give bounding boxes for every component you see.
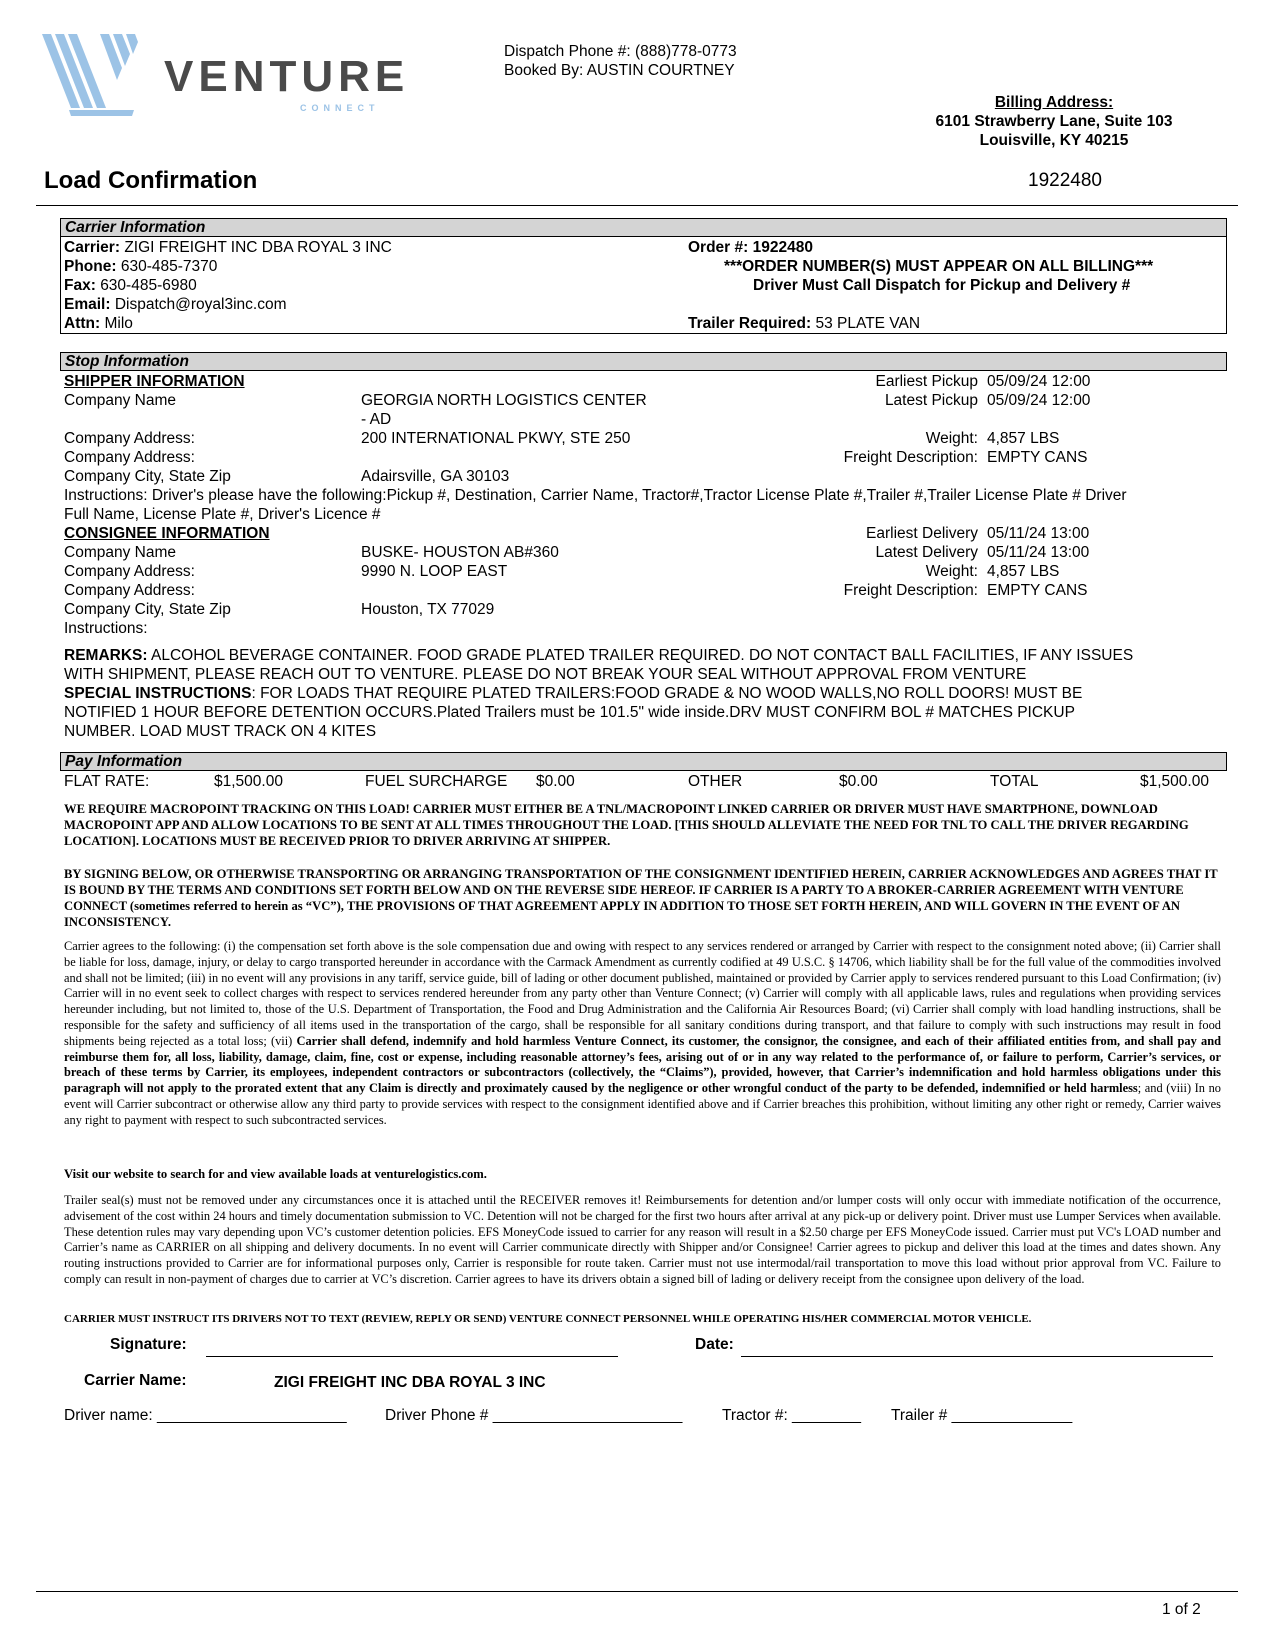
attn-row	[64, 314, 133, 333]
order-number: Order #: 1922480	[688, 239, 813, 256]
agreement-part-1: Carrier agrees to the following: (i) the compensation set forth above is the sole compensation due and owing with respect to any services rendered or arranged by Carrier with respect to the consignment noted above; (ii) Carrier shall be liable for loss, damage, injury, or delay to cargo transported hereunder in accordance with the Carmack Amendment as currently codified at 49 U.S.C. § 14706, which liability shall be for the full value of the commodities involved and shall not be limited; (iii) in no event will any provisions in any tariff, service guide, bill of lading or other document published, maintained or provided by Carrier apply to services rendered pursuant to this Load Confirmation; (iv) Carrier will in no event seek to collect charges with respect to services rendered hereunder from any party other than Venture Connect; (v) Carrier will comply with all applicable laws, rules and regulations when providing services hereunder including, but not limited to, those of the U.S. Department of Transportation, the Food and Drug Administration and the California Air Resources Board; (vi) Carrier shall comply with load handling instructions, shall be responsible for the safety and sufficiency of all items used in the transportation of the cargo, shall be responsible for all sanitary conditions during transport, and that failure to comply with such instructions may result in food shipments being rejected as a total loss; (vii)	[64, 939, 1221, 1048]
signature-label: Signature:	[110, 1336, 187, 1353]
shipper-weight-value: 4,857 LBS	[987, 430, 1060, 447]
shipper-earliest-value: 05/09/24 12:00	[987, 373, 1091, 390]
shipper-freight-label: Freight Description:	[843, 449, 978, 466]
shipper-company-name-2: - AD	[361, 411, 392, 428]
dispatch-notice: Driver Must Call Dispatch for Pickup and Delivery #	[753, 277, 1131, 294]
shipper-heading: SHIPPER INFORMATION	[64, 373, 245, 390]
consignee-weight-value: 4,857 LBS	[987, 563, 1060, 580]
billing-address	[900, 93, 1208, 150]
carrier-label: Carrier:	[64, 239, 120, 256]
shipper-address-label: Company Address:	[64, 430, 195, 447]
carrier-name-label: Carrier Name:	[84, 1372, 187, 1389]
consignee-address-label: Company Address:	[64, 563, 195, 580]
consignee-weight-label: Weight:	[925, 563, 978, 580]
attn-label: Attn:	[64, 315, 101, 332]
stop-section-bar	[60, 352, 1227, 371]
fax-label: Fax:	[64, 277, 96, 294]
consignee-company-name: BUSKE- HOUSTON AB#360	[361, 544, 559, 561]
pay-other-value: $0.00	[839, 773, 878, 790]
driver-name-field[interactable]: Driver name: ______________________	[64, 1407, 347, 1424]
consignee-latest-label: Latest Delivery	[875, 544, 978, 561]
special-line-2: NOTIFIED 1 HOUR BEFORE DETENTION OCCURS.Plated Trailers must be 101.5" wide inside.DRV MUST CONFIRM BOL # MATCHES PICKUP	[64, 704, 1075, 721]
dispatch-phone: Dispatch Phone #: (888)778-0773	[504, 43, 737, 60]
billing-label: Billing Address:	[994, 94, 1114, 111]
pay-total-label: TOTAL	[990, 773, 1039, 790]
shipper-company-label: Company Name	[64, 392, 176, 409]
special-label: SPECIAL INSTRUCTIONS	[64, 685, 252, 702]
pay-section-bar	[60, 752, 1227, 771]
shipper-freight-value: EMPTY CANS	[987, 449, 1088, 466]
pay-flat-rate-label: FLAT RATE:	[64, 773, 150, 790]
pay-other-label: OTHER	[688, 773, 743, 790]
macropoint-notice: WE REQUIRE MACROPOINT TRACKING ON THIS LOAD! CARRIER MUST EITHER BE A TNL/MACROPOINT LINKED CARRIER OR DRIVER MUST HAVE SMARTPHONE, DOWNLOAD MACROPOINT APP AND ALLOW LOCATIONS TO BE SENT AT ALL TIMES THROUGHOUT THE LOAD. [THIS SHOULD ALLEVIATE THE NEED FOR TNL TO CALL THE DRIVER REGARDING LOCATION]. LOCATIONS MUST BE RECEIVED PRIOR TO DRIVER ARRIVING AT SHIPPER.	[64, 802, 1189, 848]
shipper-latest-value: 05/09/24 12:00	[987, 392, 1091, 409]
special-line-1	[64, 684, 1082, 703]
no-text-notice: CARRIER MUST INSTRUCT ITS DRIVERS NOT TO TEXT (REVIEW, REPLY OR SEND) VENTURE CONNECT PERSONNEL WHILE OPERATING HIS/HER COMMERCIAL MOTOR VEHICLE.	[64, 1313, 1032, 1325]
shipper-address: 200 INTERNATIONAL PKWY, STE 250	[361, 430, 631, 447]
remarks-line-2: WITH SHIPMENT, PLEASE REACH OUT TO VENTURE. PLEASE DO NOT BREAK YOUR SEAL WITHOUT APPROVAL FROM VENTURE	[64, 666, 1027, 683]
carrier-agreement	[64, 939, 1221, 1129]
shipper-company-name: GEORGIA NORTH LOGISTICS CENTER	[361, 392, 647, 409]
consignee-freight-label: Freight Description:	[843, 582, 978, 599]
logo-text: VENTURE	[164, 52, 410, 101]
fax-row	[64, 276, 197, 295]
website-notice: Visit our website to search for and view available loads at venturelogistics.com.	[64, 1167, 487, 1181]
pay-fuel-value: $0.00	[536, 773, 575, 790]
carrier-name-value: ZIGI FREIGHT INC DBA ROYAL 3 INC	[274, 1374, 546, 1391]
carrier-section-title: Carrier Information	[61, 219, 1226, 237]
shipper-latest-label: Latest Pickup	[884, 392, 978, 409]
remarks-line-1	[64, 646, 1133, 665]
carrier-value: ZIGI FREIGHT INC DBA ROYAL 3 INC	[124, 239, 392, 256]
shipper-weight-label: Weight:	[925, 430, 978, 447]
email-label: Email:	[64, 296, 111, 313]
consignee-latest-value: 05/11/24 13:00	[987, 544, 1090, 561]
doc-number: 1922480	[1028, 170, 1102, 191]
pay-flat-rate-value: $1,500.00	[214, 773, 283, 790]
pay-total-value: $1,500.00	[1140, 773, 1209, 790]
agreement-part-2: ; and (viii) In no event will Carrier subcontract or otherwise allow any third party to provide services with respect to the consignment identified above and if Carrier breaches this prohibition, without limiting any other right or remedy, Carrier waives any right to payment with respect to such subcontracted services.	[64, 1081, 1221, 1127]
consignee-instructions: Instructions:	[64, 620, 148, 637]
header-divider	[36, 205, 1238, 206]
trailer-value: 53 PLATE VAN	[815, 315, 921, 332]
billing-line-1: 6101 Strawberry Lane, Suite 103	[935, 113, 1173, 130]
shipper-instructions-2: Full Name, License Plate #, Driver's Licence #	[64, 506, 381, 523]
trailer-field[interactable]: Trailer # ______________	[891, 1407, 1073, 1424]
shipper-address-label-2: Company Address:	[64, 449, 195, 466]
date-line[interactable]	[741, 1356, 1213, 1357]
consignee-freight-value: EMPTY CANS	[987, 582, 1088, 599]
remarks-text-1: ALCOHOL BEVERAGE CONTAINER. FOOD GRADE PLATED TRAILER REQUIRED. DO NOT CONTACT BALL FACILITIES, IF ANY ISSUES	[147, 647, 1134, 664]
logo	[42, 34, 410, 120]
carrier-row	[64, 238, 392, 257]
special-text-1: : FOR LOADS THAT REQUIRE PLATED TRAILERS:FOOD GRADE & NO WOOD WALLS,NO ROLL DOORS! MUST BE	[251, 685, 1083, 702]
phone-label: Phone:	[64, 258, 117, 275]
email-row	[64, 295, 287, 314]
consignee-address: 9990 N. LOOP EAST	[361, 563, 508, 580]
shipper-earliest-label: Earliest Pickup	[875, 373, 978, 390]
fax-value: 630-485-6980	[100, 277, 197, 294]
booked-by: Booked By: AUSTIN COURTNEY	[504, 62, 735, 79]
consignee-earliest-label: Earliest Delivery	[866, 525, 978, 542]
signature-line[interactable]	[206, 1356, 618, 1357]
driver-phone-field[interactable]: Driver Phone # ______________________	[385, 1407, 683, 1424]
email-value: Dispatch@royal3inc.com	[114, 296, 287, 313]
special-line-3: NUMBER. LOAD MUST TRACK ON 4 KITES	[64, 723, 377, 740]
page-title: Load Confirmation	[44, 167, 258, 194]
order-notice: ***ORDER NUMBER(S) MUST APPEAR ON ALL BILLING***	[724, 258, 1154, 275]
consignee-city: Houston, TX 77029	[361, 601, 495, 618]
consignee-earliest-value: 05/11/24 13:00	[987, 525, 1090, 542]
trailer-row	[688, 314, 920, 333]
venture-logo-mark-icon	[42, 34, 172, 116]
billing-line-2: Louisville, KY 40215	[979, 132, 1129, 149]
trailer-label: Trailer Required:	[688, 315, 812, 332]
pay-section-title: Pay Information	[61, 753, 1226, 770]
phone-row	[64, 257, 217, 276]
shipper-city: Adairsville, GA 30103	[361, 468, 510, 485]
shipper-instructions-1: Instructions: Driver's please have the following:Pickup #, Destination, Carrier Name, Tractor#,Tractor License Plate #,Trailer #,Trailer License Plate # Driver	[64, 487, 1127, 504]
consignee-company-label: Company Name	[64, 544, 176, 561]
page-number: 1 of 2	[1162, 1601, 1201, 1618]
date-label: Date:	[695, 1336, 734, 1353]
pay-fuel-label: FUEL SURCHARGE	[365, 773, 508, 790]
consignee-heading: CONSIGNEE INFORMATION	[64, 525, 270, 542]
consignee-city-label: Company City, State Zip	[64, 601, 231, 618]
footer-divider	[36, 1591, 1238, 1592]
remarks-label: REMARKS:	[64, 647, 148, 664]
tractor-field[interactable]: Tractor #: ________	[722, 1407, 862, 1424]
attn-value: Milo	[104, 315, 133, 332]
shipper-city-label: Company City, State Zip	[64, 468, 231, 485]
phone-value: 630-485-7370	[120, 258, 218, 275]
logo-subtext: CONNECT	[300, 103, 380, 113]
stop-section-title: Stop Information	[61, 353, 1226, 370]
seal-terms: Trailer seal(s) must not be removed under any circumstances once it is attached until the RECEIVER removes it! Reimbursements for detention and/or lumper costs will only occur with immediate notification of the occurrence, advisement of the cost within 24 hours and timely documentation submission to VC. Detention will not be charged for the first two hours after arrival at any pick-up or delivery point. Driver must use Lumper Services when available. These detention rules may vary depending upon VC’s customer detention policies. EFS MoneyCode issued to carrier for any reason will result in a $2.50 charge per EFS MoneyCode issued. Carrier must put VC's LOAD number and Carrier’s name as CARRIER on all shipping and delivery documents. In no event will Carrier communicate directly with Shipper and/or Consignee! Carrier agrees to pickup and deliver this load at the times and dates shown. Any routing instructions provided to Carrier are for informational purposes only, Carrier is responsible for route taken. Carrier must not use intermodal/rail transportation to move this load without prior approval from VC. Failure to comply can result in non-payment of charges due to carrier at VC’s discretion. Carrier agrees to have its drivers obtain a signed bill of lading or delivery receipt from the consignee upon delivery of the load.	[64, 1193, 1221, 1286]
signing-terms: BY SIGNING BELOW, OR OTHERWISE TRANSPORTING OR ARRANGING TRANSPORTATION OF THE CONSIGNMENT IDENTIFIED HEREIN, CARRIER ACKNOWLEDGES AND AGREES THAT IT IS BOUND BY THE TERMS AND CONDITIONS SET FORTH BELOW AND ON THE REVERSE SIDE HEREOF. IF CARRIER IS A PARTY TO A BROKER-CARRIER AGREEMENT WITH VENTURE CONNECT (sometimes referred to herein as “VC”), THE PROVISIONS OF THAT AGREEMENT APPLY IN ADDITION TO THOSE SET FORTH HEREIN, AND WILL GOVERN IN THE EVENT OF AN INCONSISTENCY.	[64, 867, 1218, 929]
consignee-address-label-2: Company Address:	[64, 582, 195, 599]
agreement-indemnity: Carrier shall defend, indemnify and hold harmless Venture Connect, its customer, the consignor, the consignee, and each of their affiliated entities from, and shall pay and reimburse them for, all loss, liability, damage, claim, fine, cost or expense, including reasonable attorney’s fees, arising out of or in any way related to the performance of, or failure to perform, Carrier’s services, or breach of these terms by Carrier, its employees, independent contractors or subcontractors (collectively, the “Claims”), provided, however, that Carrier’s indemnification and hold harmless obligations under this paragraph will not apply to the prorated extent that any Claim is directly and proximately caused by the negligence or other wrongful conduct of the party to be defended, indemnified or held harmless	[64, 1033, 1221, 1096]
